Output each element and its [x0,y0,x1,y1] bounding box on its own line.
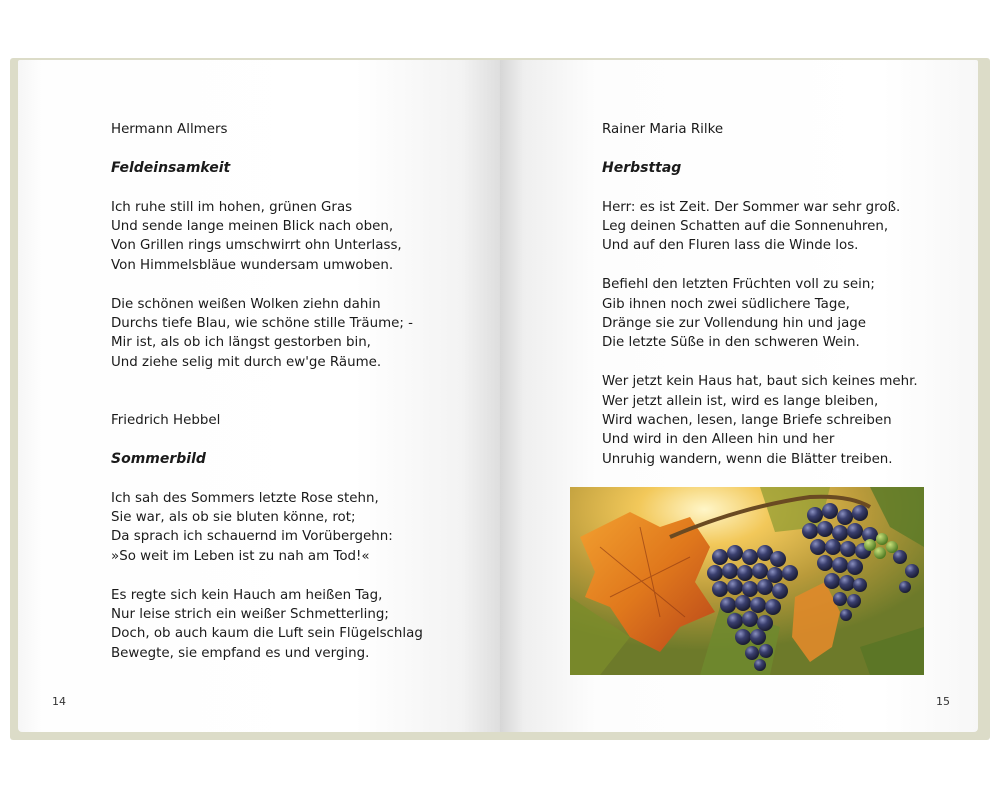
poem-line: Ich ruhe still im hohen, grünen Gras [111,199,353,215]
poem-line: Von Himmelsbläue wundersam umwoben. [111,257,394,273]
poem-line: Mir ist, als ob ich längst gestorben bin, [111,335,371,351]
poem-stanza [111,198,491,276]
poem-line: Und ziehe selig mit durch ew'ge Räume. [111,354,382,370]
poem-stanza [602,198,962,256]
poem-line: Sie war, als ob sie bluten könne, rot; [111,510,356,526]
poem-line: Durchs tiefe Blau, wie schöne stille Träume; - [111,316,413,332]
poem-title: Sommerbild [111,450,206,467]
poem-separator [111,392,491,411]
poem-author: Rainer Maria Rilke [602,122,724,137]
poem-stanza [111,586,491,664]
poem [111,120,491,372]
poem-author: Friedrich Hebbel [111,413,221,429]
poem-line: Und sende lange meinen Blick nach oben, [111,219,394,234]
poem-line: Wer jetzt allein ist, wird es lange bleiben, [602,393,879,409]
poem-line: Befiehl den letzten Früchten voll zu sein; [602,277,875,293]
poem-line: Ich sah des Sommers letzte Rose stehn, [111,490,379,506]
poem-line: Es regte sich kein Hauch am heißen Tag, [111,587,383,603]
poem-line: Bewegte, sie empfand es und verging. [111,645,370,661]
poem-line: Da sprach ich schauernd im Vorübergehn: [111,529,393,545]
poem-stanza [602,275,962,353]
left-column [111,120,491,683]
poem [602,120,962,469]
left-page [18,60,500,732]
poem-line: Doch, ob auch kaum die Luft sein Flügelschlag [111,626,423,642]
page-number: 14 [52,695,66,708]
poem-line: Und wird in den Alleen hin und her [602,432,835,448]
poem-line: Dränge sie zur Vollendung hin und jage [602,316,867,332]
poem-line: Nur leise strich ein weißer Schmetterling; [111,607,389,623]
poem-line: Und auf den Fluren lass die Winde los. [602,238,859,254]
poem [111,411,491,663]
poem-stanza [602,372,962,469]
poem-author: Hermann Allmers [111,122,228,137]
poem-stanza [111,295,491,373]
poem-stanza [111,489,491,567]
page-number: 15 [936,695,950,708]
poem-line: Wird wachen, lesen, lange Briefe schreiben [602,413,892,429]
poem-line: Von Grillen rings umschwirrt ohn Unterlass, [111,238,402,254]
grapes-vine-photo [570,487,924,675]
poem-line: Gib ihnen noch zwei südlichere Tage, [602,296,850,312]
poem-title: Feldeinsamkeit [111,159,231,176]
poem-line: »So weit im Leben ist zu nah am Tod!« [111,548,370,564]
poem-line: Herr: es ist Zeit. Der Sommer war sehr groß. [602,199,901,215]
poem-line: Die schönen weißen Wolken ziehn dahin [111,296,381,312]
poem-line: Die letzte Süße in den schweren Wein. [602,335,860,351]
right-column [602,120,962,489]
poem-title: Herbsttag [602,159,682,176]
poem-line: Unruhig wandern, wenn die Blätter treiben. [602,451,893,467]
poem-line: Leg deinen Schatten auf die Sonnenuhren, [602,219,889,234]
poem-line: Wer jetzt kein Haus hat, baut sich keines mehr. [602,374,918,390]
